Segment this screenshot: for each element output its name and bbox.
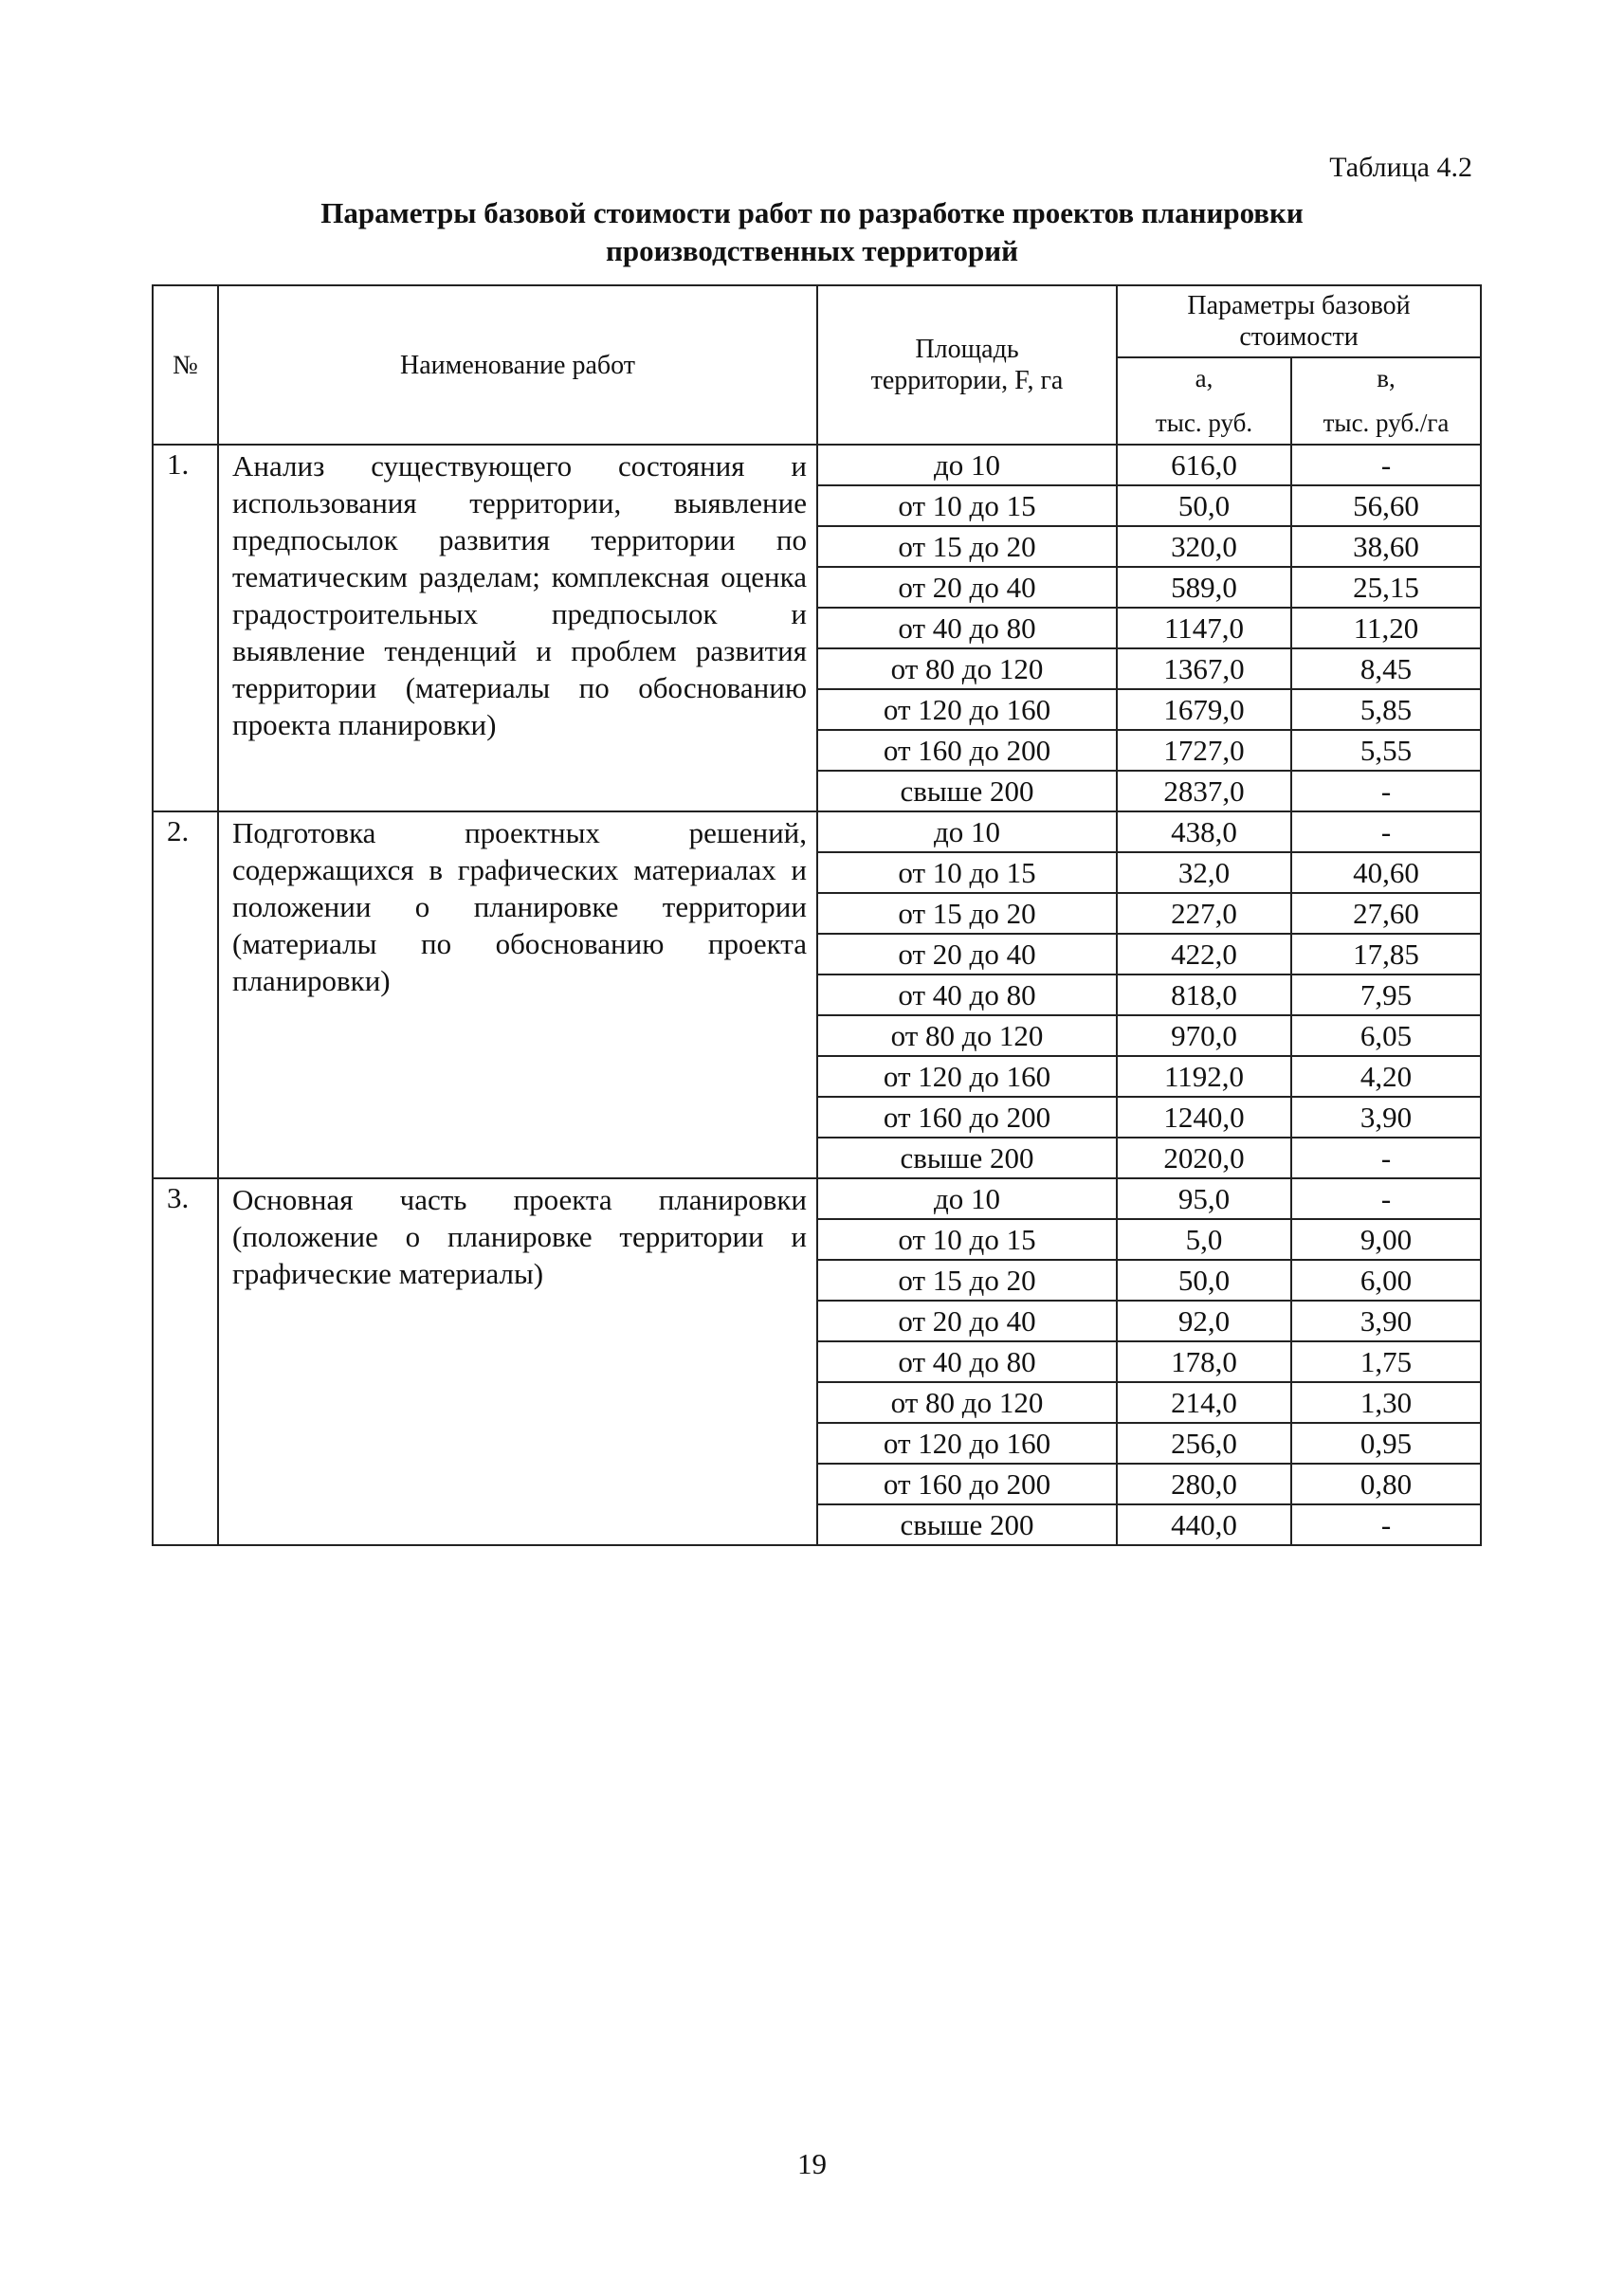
param-b-cell: 8,45 (1291, 648, 1481, 689)
param-a-cell: 92,0 (1117, 1301, 1291, 1341)
param-a-cell: 1679,0 (1117, 689, 1291, 730)
param-a-cell: 818,0 (1117, 974, 1291, 1015)
param-b-cell: 3,90 (1291, 1097, 1481, 1138)
param-a-cell: 1192,0 (1117, 1056, 1291, 1097)
param-a-cell: 50,0 (1117, 485, 1291, 526)
area-range-cell: от 80 до 120 (817, 1382, 1117, 1423)
area-range-cell: свыше 200 (817, 771, 1117, 811)
param-b-cell: 0,80 (1291, 1464, 1481, 1504)
section-work-name: Анализ существующего состояния и использования территории, выявление предпосылок развития территории по тематическим разделам; комплексная оценка градостроительных предпосылок и выявление тенденций и проблем развития территории (материалы по обоснованию проекта планировки) (218, 445, 817, 811)
param-b-cell: 1,30 (1291, 1382, 1481, 1423)
param-a-cell: 280,0 (1117, 1464, 1291, 1504)
area-range-cell: от 20 до 40 (817, 1301, 1117, 1341)
title-line-2: производственных территорий (605, 234, 1018, 267)
area-range-cell: от 80 до 120 (817, 648, 1117, 689)
area-range-cell: от 10 до 15 (817, 1219, 1117, 1260)
param-b-cell: 4,20 (1291, 1056, 1481, 1097)
param-a-cell: 320,0 (1117, 526, 1291, 567)
table-label: Таблица 4.2 (1329, 152, 1472, 183)
area-range-cell: от 40 до 80 (817, 608, 1117, 648)
param-a-cell: 438,0 (1117, 811, 1291, 852)
area-range-cell: от 160 до 200 (817, 1097, 1117, 1138)
area-range-cell: от 160 до 200 (817, 1464, 1117, 1504)
param-b-cell: 56,60 (1291, 485, 1481, 526)
param-a-cell: 1367,0 (1117, 648, 1291, 689)
param-a-cell: 50,0 (1117, 1260, 1291, 1301)
param-a-cell: 422,0 (1117, 934, 1291, 974)
area-range-cell: от 120 до 160 (817, 1423, 1117, 1464)
section-work-name: Основная часть проекта планировки (положение о планировке территории и графические материалы) (218, 1178, 817, 1545)
cost-parameters-table (152, 284, 1482, 1546)
table-title (152, 194, 1472, 270)
param-b-cell: 1,75 (1291, 1341, 1481, 1382)
table-row (153, 811, 1481, 852)
param-b-cell: 3,90 (1291, 1301, 1481, 1341)
area-range-cell: от 80 до 120 (817, 1015, 1117, 1056)
param-a-cell: 2020,0 (1117, 1138, 1291, 1178)
param-b-cell: 5,55 (1291, 730, 1481, 771)
area-range-cell: свыше 200 (817, 1504, 1117, 1545)
param-b-cell: - (1291, 771, 1481, 811)
header-a (1117, 357, 1291, 445)
header-params: Параметры базовой стоимости (1117, 285, 1481, 357)
param-b-cell: 9,00 (1291, 1219, 1481, 1260)
param-a-cell: 256,0 (1117, 1423, 1291, 1464)
section-number: 2. (153, 811, 218, 1178)
param-b-cell: 40,60 (1291, 852, 1481, 893)
header-name: Наименование работ (218, 285, 817, 445)
param-a-cell: 95,0 (1117, 1178, 1291, 1219)
header-b-label: в, (1377, 364, 1396, 392)
param-b-cell: 11,20 (1291, 608, 1481, 648)
param-b-cell: 6,00 (1291, 1260, 1481, 1301)
param-a-cell: 5,0 (1117, 1219, 1291, 1260)
header-b (1291, 357, 1481, 445)
header-a-unit: тыс. руб. (1155, 409, 1253, 437)
param-a-cell: 970,0 (1117, 1015, 1291, 1056)
param-a-cell: 214,0 (1117, 1382, 1291, 1423)
header-area: Площадь территории, F, га (817, 285, 1117, 445)
param-a-cell: 1240,0 (1117, 1097, 1291, 1138)
area-range-cell: от 40 до 80 (817, 1341, 1117, 1382)
table-row (153, 1178, 1481, 1219)
section-work-name: Подготовка проектных решений, содержащихся в графических материалах и положении о планировке территории (материалы по обоснованию проекта планировки) (218, 811, 817, 1178)
param-a-cell: 2837,0 (1117, 771, 1291, 811)
area-range-cell: от 20 до 40 (817, 934, 1117, 974)
table-body (153, 445, 1481, 1545)
header-b-unit: тыс. руб./га (1323, 409, 1450, 437)
param-a-cell: 589,0 (1117, 567, 1291, 608)
param-a-cell: 1727,0 (1117, 730, 1291, 771)
area-range-cell: от 15 до 20 (817, 893, 1117, 934)
param-b-cell: - (1291, 811, 1481, 852)
header-a-label: а, (1195, 364, 1213, 392)
area-range-cell: от 15 до 20 (817, 526, 1117, 567)
param-b-cell: - (1291, 1138, 1481, 1178)
param-b-cell: - (1291, 1178, 1481, 1219)
param-b-cell: 0,95 (1291, 1423, 1481, 1464)
param-b-cell: 5,85 (1291, 689, 1481, 730)
param-a-cell: 32,0 (1117, 852, 1291, 893)
area-range-cell: до 10 (817, 1178, 1117, 1219)
param-b-cell: 38,60 (1291, 526, 1481, 567)
area-range-cell: свыше 200 (817, 1138, 1117, 1178)
area-range-cell: от 120 до 160 (817, 1056, 1117, 1097)
param-b-cell: - (1291, 445, 1481, 485)
param-b-cell: 6,05 (1291, 1015, 1481, 1056)
area-range-cell: от 10 до 15 (817, 485, 1117, 526)
area-range-cell: до 10 (817, 445, 1117, 485)
param-b-cell: 17,85 (1291, 934, 1481, 974)
area-range-cell: от 160 до 200 (817, 730, 1117, 771)
param-b-cell: 25,15 (1291, 567, 1481, 608)
param-b-cell: 27,60 (1291, 893, 1481, 934)
param-a-cell: 440,0 (1117, 1504, 1291, 1545)
area-range-cell: от 120 до 160 (817, 689, 1117, 730)
param-b-cell: 7,95 (1291, 974, 1481, 1015)
section-number: 3. (153, 1178, 218, 1545)
param-a-cell: 616,0 (1117, 445, 1291, 485)
param-b-cell: - (1291, 1504, 1481, 1545)
area-range-cell: от 40 до 80 (817, 974, 1117, 1015)
area-range-cell: от 15 до 20 (817, 1260, 1117, 1301)
title-line-1: Параметры базовой стоимости работ по разработке проектов планировки (320, 196, 1304, 229)
area-range-cell: от 10 до 15 (817, 852, 1117, 893)
table-row (153, 445, 1481, 485)
area-range-cell: до 10 (817, 811, 1117, 852)
param-a-cell: 178,0 (1117, 1341, 1291, 1382)
param-a-cell: 227,0 (1117, 893, 1291, 934)
page-number: 19 (797, 2147, 827, 2180)
param-a-cell: 1147,0 (1117, 608, 1291, 648)
section-number: 1. (153, 445, 218, 811)
area-range-cell: от 20 до 40 (817, 567, 1117, 608)
header-num: № (153, 285, 218, 445)
